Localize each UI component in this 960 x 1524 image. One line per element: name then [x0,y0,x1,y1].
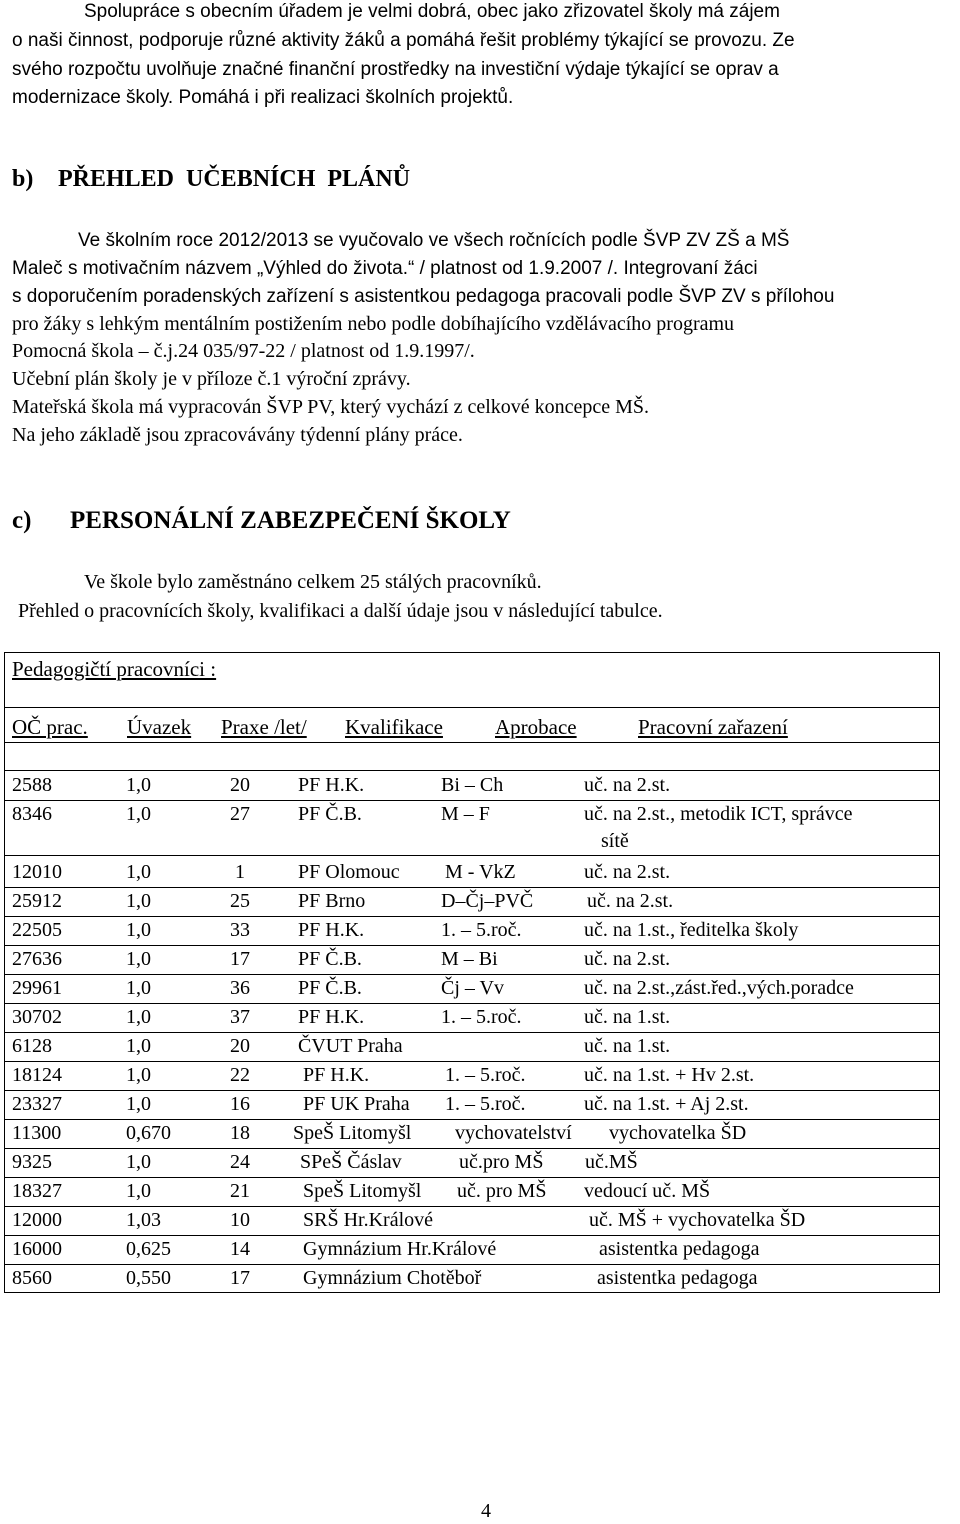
row-divider [5,1061,939,1062]
row-divider [5,1148,939,1149]
cell-kvalifikace: SpeŠ Litomyšl [293,1122,412,1144]
cell-uvazek: 1,03 [126,1209,161,1231]
cell-kvalifikace: PF Č.B. [298,803,362,825]
cell-kvalifikace: PF Brno [298,890,366,912]
cell-uvazek: 0,670 [126,1122,171,1144]
cell-oc: 12000 [12,1209,62,1231]
table-divider [5,770,939,771]
section-b-line: Učební plán školy je v příloze č.1 výroční zprávy. [12,368,411,390]
cell-uvazek: 1,0 [126,948,151,970]
cell-kvalifikace: SpeŠ Litomyšl [303,1180,422,1202]
cell-praxe: 21 [230,1180,250,1202]
cell-zarazeni: uč. na 2.st. [587,890,674,912]
cell-kvalifikace: PF H.K. [298,1006,365,1028]
cell-praxe: 22 [230,1064,250,1086]
cell-kvalifikace: PF H.K. [298,919,365,941]
cell-zarazeni: uč. na 1.st. + Aj 2.st. [584,1093,749,1115]
header-praxe: Praxe /let/ [221,715,307,739]
cell-oc: 23327 [12,1093,62,1115]
cell-uvazek: 1,0 [126,919,151,941]
cell-zarazeni: uč. na 1.st. + Hv 2.st. [584,1064,755,1086]
cell-uvazek: 1,0 [126,1180,151,1202]
cell-zarazeni: uč. na 2.st., metodik ICT, správce [584,803,853,825]
cell-aprobace: 1. – 5.roč. [441,1006,522,1028]
row-divider [5,800,939,801]
cell-aprobace: M - VkZ [445,861,516,883]
cell-zarazeni: asistentka pedagoga [597,1267,758,1289]
row-divider [5,945,939,946]
cell-uvazek: 1,0 [126,803,151,825]
cell-oc: 25912 [12,890,62,912]
cell-uvazek: 1,0 [126,890,151,912]
row-divider [5,1177,939,1178]
table-divider [5,707,939,708]
cell-oc: 6128 [12,1035,52,1057]
cell-praxe: 10 [230,1209,250,1231]
row-divider [5,1003,939,1004]
cell-aprobace: Čj – Vv [441,977,504,999]
cell-aprobace: vychovatelství [455,1122,572,1144]
cell-zarazeni: uč. na 1.st. [584,1035,671,1057]
cell-oc: 11300 [12,1122,62,1144]
cell-praxe: 18 [230,1122,250,1144]
section-b-line: Na jeho základě jsou zpracovávány týdenní plány práce. [12,424,463,446]
cell-uvazek: 1,0 [126,1006,151,1028]
header-kvalifikace: Kvalifikace [345,715,443,739]
row-divider [5,916,939,917]
cell-oc: 9325 [12,1151,52,1173]
cell-aprobace: 1. – 5.roč. [445,1093,526,1115]
cell-uvazek: 1,0 [126,861,151,883]
section-b-line: s doporučením poradenských zařízení s asistentkou pedagoga pracovali podle ŠVP ZV s přílohou [12,286,835,307]
header-zarazeni: Pracovní zařazení [638,715,788,739]
row-divider [5,974,939,975]
cell-oc: 8346 [12,803,52,825]
row-divider [5,887,939,888]
cell-zarazeni: uč. na 1.st. [584,1006,671,1028]
row-divider [5,1090,939,1091]
table-title: Pedagogičtí pracovníci : [12,657,217,681]
intro-line: o naši činnost, podporuje různé aktivity žáků a pomáhá řešit problémy týkající se provozu. Ze [12,30,795,51]
cell-zarazeni: uč. na 1.st., ředitelka školy [584,919,799,941]
cell-zarazeni: uč. na 2.st. [584,948,671,970]
cell-uvazek: 1,0 [126,977,151,999]
cell-praxe: 17 [230,1267,250,1289]
cell-oc: 27636 [12,948,62,970]
cell-oc: 16000 [12,1238,62,1260]
cell-aprobace: D–Čj–PVČ [441,890,534,912]
header-oc: OČ prac. [12,715,88,739]
cell-oc: 12010 [12,861,62,883]
cell-oc: 18327 [12,1180,62,1202]
section-c-line: Ve škole bylo zaměstnáno celkem 25 stálých pracovníků. [84,571,542,593]
cell-oc: 2588 [12,774,52,796]
cell-aprobace: Bi – Ch [441,774,504,796]
cell-zarazeni-continuation: sítě [601,830,629,852]
section-b-line: Maleč s motivačním názvem „Výhled do života.“ / platnost od 1.9.2007 /. Integrovaní žáci [12,258,758,279]
cell-kvalifikace: Gymnázium Chotěboř [303,1267,482,1289]
cell-kvalifikace: PF H.K. [303,1064,370,1086]
cell-praxe: 20 [230,1035,250,1057]
cell-praxe: 20 [230,774,250,796]
intro-line: svého rozpočtu uvolňuje značné finanční prostředky na investiční výdaje týkající se oprav a [12,59,779,80]
cell-kvalifikace: PF UK Praha [303,1093,410,1115]
cell-zarazeni: uč. na 2.st.,zást.řed.,vých.poradce [584,977,854,999]
cell-uvazek: 1,0 [126,1093,151,1115]
intro-line: modernizace školy. Pomáhá i při realizaci školních projektů. [12,87,514,108]
cell-aprobace: M – F [441,803,490,825]
table-divider [5,742,939,743]
cell-zarazeni: asistentka pedagoga [599,1238,760,1260]
cell-oc: 8560 [12,1267,52,1289]
cell-praxe: 33 [230,919,250,941]
section-b-line: Pomocná škola – č.j.24 035/97-22 / platnost od 1.9.1997/. [12,340,475,362]
cell-zarazeni: uč. na 2.st. [584,774,671,796]
row-divider [5,1206,939,1207]
cell-praxe: 25 [230,890,250,912]
cell-praxe: 27 [230,803,250,825]
cell-praxe: 16 [230,1093,250,1115]
cell-kvalifikace: PF Č.B. [298,977,362,999]
cell-kvalifikace: PF Olomouc [298,861,400,883]
cell-kvalifikace: PF Č.B. [298,948,362,970]
cell-aprobace: M – Bi [441,948,498,970]
cell-kvalifikace: Gymnázium Hr.Králové [303,1238,497,1260]
cell-zarazeni: uč. MŠ + vychovatelka ŠD [589,1209,806,1231]
cell-oc: 18124 [12,1064,62,1086]
cell-praxe: 24 [230,1151,250,1173]
cell-uvazek: 1,0 [126,774,151,796]
cell-oc: 29961 [12,977,62,999]
cell-aprobace: uč. pro MŠ [457,1180,547,1202]
section-b-line: pro žáky s lehkým mentálním postižením nebo podle dobíhajícího vzdělávacího programu [12,313,735,335]
cell-oc: 30702 [12,1006,62,1028]
header-aprobace: Aprobace [495,715,577,739]
cell-zarazeni: uč. na 2.st. [584,861,671,883]
section-b-title: PŘEHLED UČEBNÍCH PLÁNŮ [58,166,411,192]
cell-uvazek: 0,625 [126,1238,171,1260]
cell-zarazeni: vychovatelka ŠD [609,1122,747,1144]
cell-kvalifikace: SRŠ Hr.Králové [303,1209,433,1231]
section-b-line: Ve školním roce 2012/2013 se vyučovalo ve všech ročnících podle ŠVP ZV ZŠ a MŠ [78,230,790,251]
cell-uvazek: 1,0 [126,1064,151,1086]
row-divider [5,1235,939,1236]
row-divider [5,1264,939,1265]
section-c-marker: c) [12,507,32,534]
cell-kvalifikace: ČVUT Praha [298,1035,403,1057]
cell-praxe: 36 [230,977,250,999]
cell-zarazeni: vedoucí uč. MŠ [584,1180,711,1202]
cell-uvazek: 1,0 [126,1035,151,1057]
section-c-line: Přehled o pracovnících školy, kvalifikaci a další údaje jsou v následující tabulce. [18,600,663,622]
header-uvazek: Úvazek [127,715,192,739]
cell-uvazek: 1,0 [126,1151,151,1173]
cell-praxe: 14 [230,1238,250,1260]
cell-zarazeni: uč.MŠ [585,1151,638,1173]
intro-line: Spolupráce s obecním úřadem je velmi dobrá, obec jako zřizovatel školy má zájem [84,1,780,22]
section-b-line: Mateřská škola má vypracován ŠVP PV, který vychází z celkové koncepce MŠ. [12,396,650,418]
cell-oc: 22505 [12,919,62,941]
cell-praxe: 37 [230,1006,250,1028]
cell-aprobace: 1. – 5.roč. [445,1064,526,1086]
cell-aprobace: uč.pro MŠ [459,1151,544,1173]
section-c-title: PERSONÁLNÍ ZABEZPEČENÍ ŠKOLY [70,507,511,534]
cell-praxe: 17 [230,948,250,970]
row-divider [5,1032,939,1033]
section-b-marker: b) [12,166,34,192]
cell-uvazek: 0,550 [126,1267,171,1289]
cell-kvalifikace: SPeŠ Čáslav [300,1151,402,1173]
row-divider [5,855,939,856]
row-divider [5,1119,939,1120]
cell-aprobace: 1. – 5.roč. [441,919,522,941]
cell-kvalifikace: PF H.K. [298,774,365,796]
cell-praxe: 1 [235,861,245,883]
staff-table [4,652,940,1293]
page-number: 4 [481,1500,491,1522]
